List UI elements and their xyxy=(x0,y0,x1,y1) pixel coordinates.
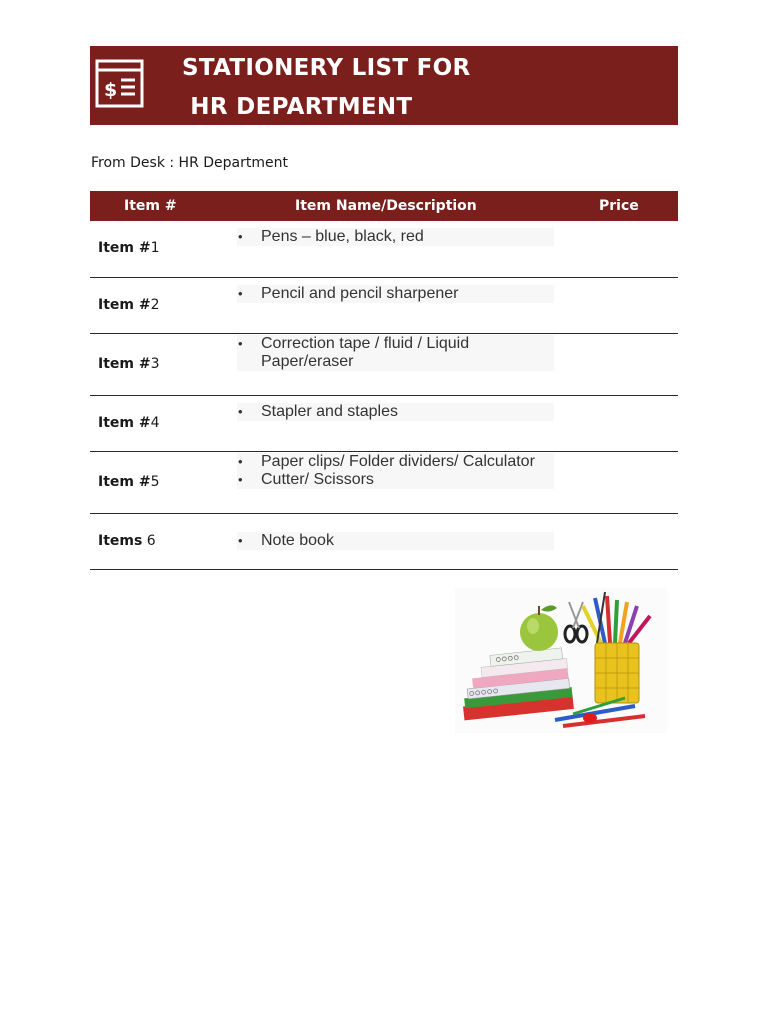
item-number-label xyxy=(98,297,160,313)
column-header-description: Item Name/Description xyxy=(295,198,477,214)
header-banner xyxy=(90,46,678,125)
table-row xyxy=(90,452,678,514)
item-label-number: 6 xyxy=(142,533,156,549)
invoice-dollar-icon xyxy=(95,58,145,108)
list-item: • Pencil and pencil sharpener xyxy=(237,285,554,303)
item-description xyxy=(237,532,554,550)
table-row xyxy=(90,514,678,570)
table-row xyxy=(90,221,678,278)
table-row xyxy=(90,278,678,334)
item-description xyxy=(237,453,554,489)
item-label-number: 5 xyxy=(150,474,160,490)
item-description xyxy=(237,228,554,246)
item-label-bold: Item # xyxy=(98,415,151,431)
school-supplies-image xyxy=(455,588,667,733)
item-number-label xyxy=(98,356,160,372)
from-desk-line: From Desk : HR Department xyxy=(91,155,288,171)
item-description xyxy=(237,403,554,421)
item-label-number: 4 xyxy=(150,415,160,431)
item-label-bold: Item # xyxy=(98,356,151,372)
svg-text:$: $ xyxy=(104,79,118,101)
list-item: • Paper clips/ Folder dividers/ Calculator xyxy=(237,453,554,471)
column-header-price: Price xyxy=(599,198,639,214)
list-item: • Stapler and staples xyxy=(237,403,554,421)
title-line-2: HR DEPARTMENT xyxy=(182,94,413,120)
item-description xyxy=(237,285,554,303)
item-label-bold: Item # xyxy=(98,474,151,490)
item-label-bold: Items xyxy=(98,533,143,549)
list-item: • Note book xyxy=(237,532,554,550)
list-item: • Correction tape / fluid / Liquid Paper/eraser xyxy=(237,335,554,371)
item-number-label xyxy=(98,415,160,431)
page-title xyxy=(182,49,471,127)
list-item: • Pens – blue, black, red xyxy=(237,228,554,246)
table-row xyxy=(90,334,678,396)
item-label-number: 3 xyxy=(150,356,160,372)
item-number-label xyxy=(98,240,160,256)
item-label-bold: Item # xyxy=(98,240,151,256)
list-item: • Cutter/ Scissors xyxy=(237,471,554,489)
table-row xyxy=(90,396,678,452)
item-label-number: 2 xyxy=(150,297,160,313)
item-description xyxy=(237,335,554,371)
item-label-bold: Item # xyxy=(98,297,151,313)
item-number-label xyxy=(98,533,156,549)
column-header-item-number: Item # xyxy=(124,198,177,214)
item-label-number: 1 xyxy=(150,240,160,256)
table-header xyxy=(90,191,678,221)
item-number-label xyxy=(98,474,160,490)
title-line-1: STATIONERY LIST FOR xyxy=(182,55,471,81)
